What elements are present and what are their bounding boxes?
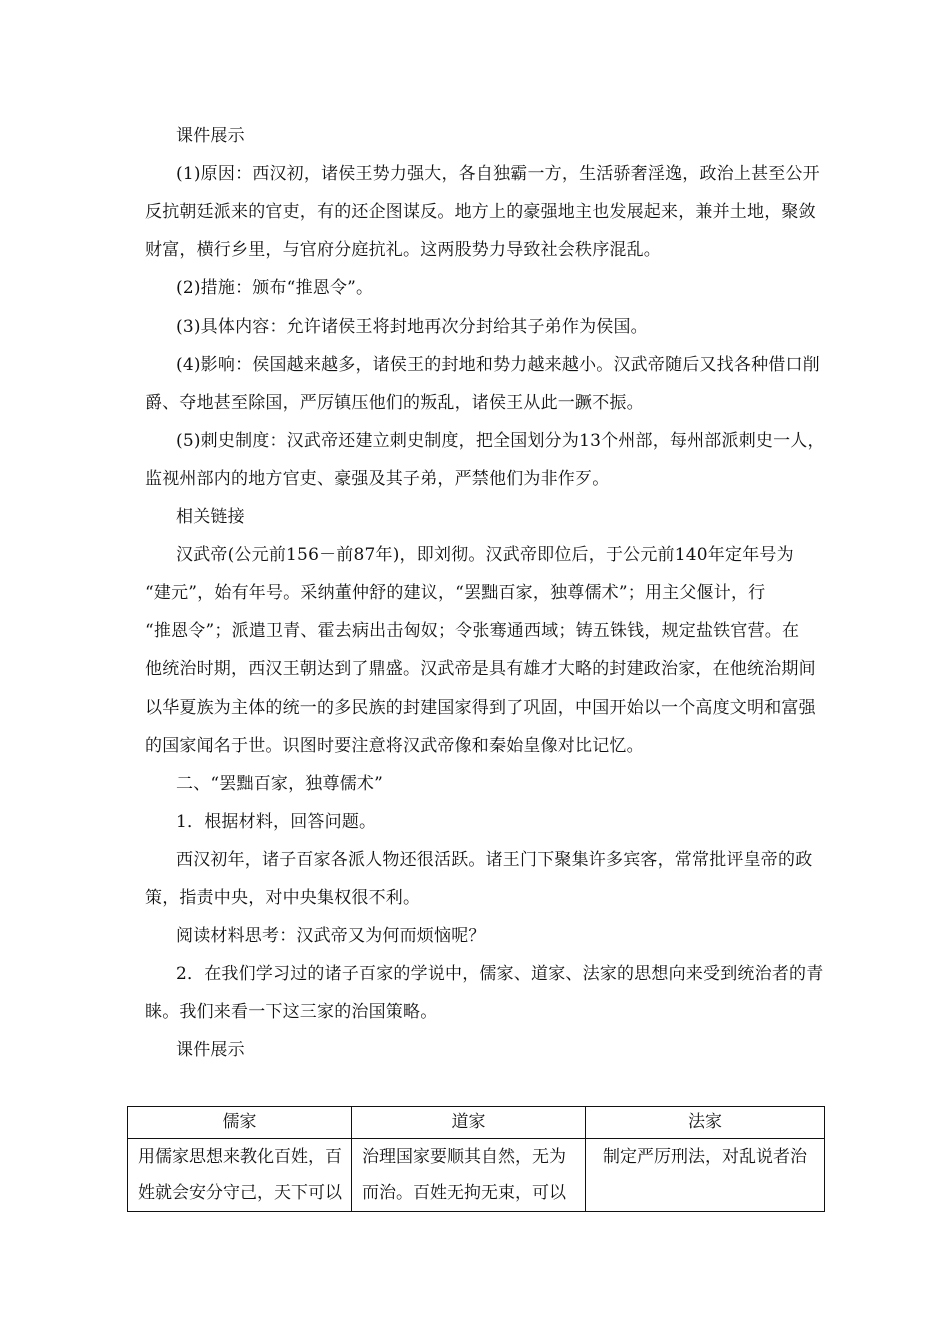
paragraph-line: “推恩令”；派遣卫青、霍去病出击匈奴；令张骞通西域；铸五铢钱，规定盐铁官营。在 (145, 621, 800, 641)
paragraph-line: 财富，横行乡里，与官府分庭抗礼。这两股势力导致社会秩序混乱。 (145, 240, 661, 260)
paragraph-line: (3)具体内容：允许诸侯王将封地再次分封给其子弟作为侯国。 (176, 317, 648, 337)
cell-text-line: 而治。百姓无拘无束，可以 (362, 1183, 566, 1203)
paragraph-line: 以华夏族为主体的统一的多民族的封建国家得到了巩固，中国开始以一个高度文明和富强 (145, 698, 816, 718)
cell-text-line: 制定严厉刑法，对乱说者治 (603, 1147, 807, 1167)
paragraph-line: 二、“罢黜百家，独尊儒术” (176, 774, 383, 794)
paragraph-line: “建元”，始有年号。采纳董仲舒的建议，“罢黜百家，独尊儒术”；用主父偃计，行 (145, 583, 766, 603)
table-header-cell: 道家 (352, 1107, 586, 1139)
paragraph-line: 反抗朝廷派来的官吏，有的还企图谋反。地方上的豪强地主也发展起来，兼并土地，聚敛 (145, 202, 816, 222)
table-cell-confucian (128, 1139, 352, 1212)
paragraph-line: (1)原因：西汉初，诸侯王势力强大，各自独霸一方，生活骄奢淫逸，政治上甚至公开 (176, 164, 820, 184)
paragraph-line: 课件展示 (176, 1040, 245, 1060)
paragraph-line: 1．根据材料，回答问题。 (176, 812, 377, 832)
table-cell-daoist (352, 1139, 586, 1212)
paragraph-line: 爵、夺地甚至除国，严厉镇压他们的叛乱，诸侯王从此一蹶不振。 (145, 393, 644, 413)
table-row (128, 1139, 825, 1212)
cell-text-line: 姓就会安分守己，天下可以 (138, 1183, 342, 1203)
paragraph-line: 他统治时期，西汉王朝达到了鼎盛。汉武帝是具有雄才大略的封建政治家，在他统治期间 (145, 659, 816, 679)
table-cell-legalist (586, 1139, 825, 1212)
paragraph-line: 汉武帝(公元前156－前87年)，即刘彻。汉武帝即位后，于公元前140年定年号为 (176, 545, 794, 565)
table-header-cell: 法家 (586, 1107, 825, 1139)
paragraph-line: 睐。我们来看一下这三家的治国策略。 (145, 1002, 438, 1022)
paragraph-line: (5)刺史制度：汉武帝还建立刺史制度，把全国划分为13个州部，每州部派刺史一人， (176, 431, 825, 451)
paragraph-line: 课件展示 (176, 126, 245, 146)
table-header-row (128, 1107, 825, 1139)
cell-text-line: 治理国家要顺其自然，无为 (362, 1147, 566, 1167)
strategy-table (127, 1106, 825, 1212)
paragraph-line: 策，指责中央，对中央集权很不利。 (145, 888, 421, 908)
paragraph-line: 监视州部内的地方官吏、豪强及其子弟，严禁他们为非作歹。 (145, 469, 610, 489)
paragraph-line: 相关链接 (176, 507, 245, 527)
paragraph-line: 西汉初年，诸子百家各派人物还很活跃。诸王门下聚集许多宾客，常常批评皇帝的政 (176, 850, 813, 870)
paragraph-line: (4)影响：侯国越来越多，诸侯王的封地和势力越来越小。汉武帝随后又找各种借口削 (176, 355, 820, 375)
table-header-cell: 儒家 (128, 1107, 352, 1139)
paragraph-line: 2．在我们学习过的诸子百家的学说中，儒家、道家、法家的思想向来受到统治者的青 (176, 964, 824, 984)
cell-text-line: 用儒家思想来教化百姓，百 (138, 1147, 342, 1167)
paragraph-line: 阅读材料思考：汉武帝又为何而烦恼呢？ (176, 926, 486, 946)
paragraph-line: 的国家闻名于世。识图时要注意将汉武帝像和秦始皇像对比记忆。 (145, 736, 644, 756)
paragraph-line: (2)措施：颁布“推恩令”。 (176, 278, 374, 298)
